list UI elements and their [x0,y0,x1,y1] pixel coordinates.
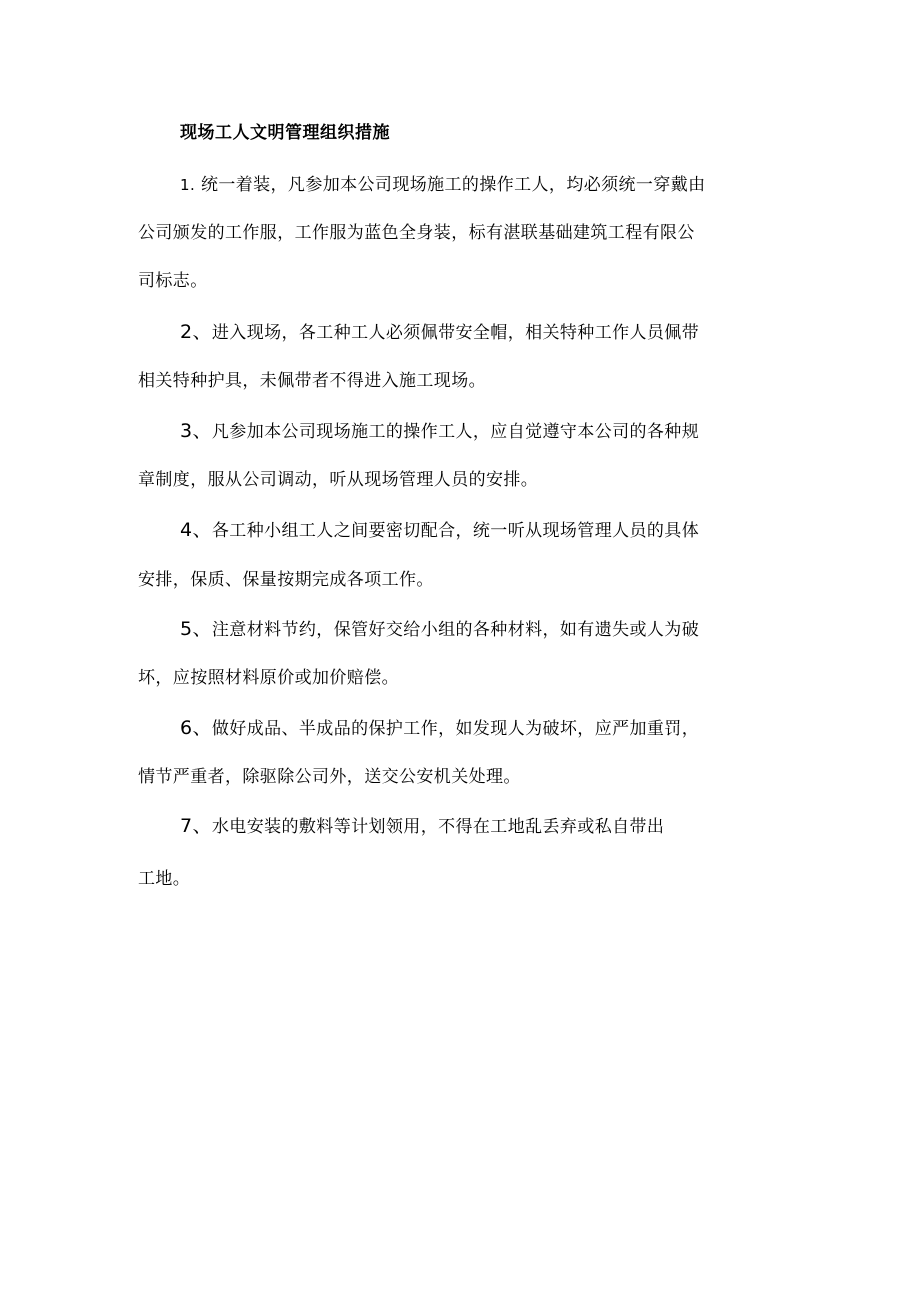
paragraph-1-line-2: 公司颁发的工作服，工作服为蓝色全身装，标有湛联基础建筑工程有限公 [138,223,695,243]
paragraph-3-text-1: 凡参加本公司现场施工的操作工人，应自觉遵守本公司的各种规 [211,422,700,442]
paragraph-5-line-1 [180,614,699,641]
paragraph-4-number: 4、 [180,519,212,541]
paragraph-2-text-1: 进入现场，各工种工人必须佩带安全帽，相关特种工作人员佩带 [211,323,700,343]
paragraph-7-line-2: 工地。 [138,869,191,889]
paragraph-5-line-2: 坏，应按照材料原价或加价赔偿。 [138,668,399,688]
paragraph-6-line-2: 情节严重者，除驱除公司外，送交公安机关处理。 [138,767,521,787]
paragraph-4-line-2: 安排，保质、保量按期完成各项工作。 [138,570,434,590]
paragraph-3-number: 3、 [180,420,212,442]
paragraph-2-line-1 [180,317,699,344]
paragraph-1-line-1 [180,170,706,195]
document-title: 现场工人文明管理组织措施 [180,123,390,143]
paragraph-3-line-2: 章制度，服从公司调动，听从现场管理人员的安排。 [138,470,539,490]
paragraph-1-number: 1. [180,176,196,194]
paragraph-4-line-1 [180,515,699,542]
paragraph-1-line-3: 司标志。 [138,271,208,291]
paragraph-3-line-1 [180,416,699,443]
paragraph-5-number: 5、 [180,618,212,640]
paragraph-1-text-1: 统一着装，凡参加本公司现场施工的操作工人，均必须统一穿戴由 [200,175,706,195]
paragraph-2-line-2: 相关特种护具，未佩带者不得进入施工现场。 [138,371,486,391]
paragraph-6-text-1: 做好成品、半成品的保护工作，如发现人为破坏，应严加重罚， [211,719,700,739]
paragraph-7-number: 7、 [180,815,212,837]
paragraph-6-number: 6、 [180,717,212,739]
paragraph-7-line-1 [180,811,664,838]
paragraph-2-number: 2、 [180,321,212,343]
paragraph-6-line-1 [180,713,699,740]
paragraph-4-text-1: 各工种小组工人之间要密切配合，统一听从现场管理人员的具体 [211,521,700,541]
paragraph-5-text-1: 注意材料节约，保管好交给小组的各种材料，如有遗失或人为破 [211,620,700,640]
paragraph-7-text-1: 水电安装的敷料等计划领用，不得在工地乱丢弃或私自带出 [211,817,665,837]
